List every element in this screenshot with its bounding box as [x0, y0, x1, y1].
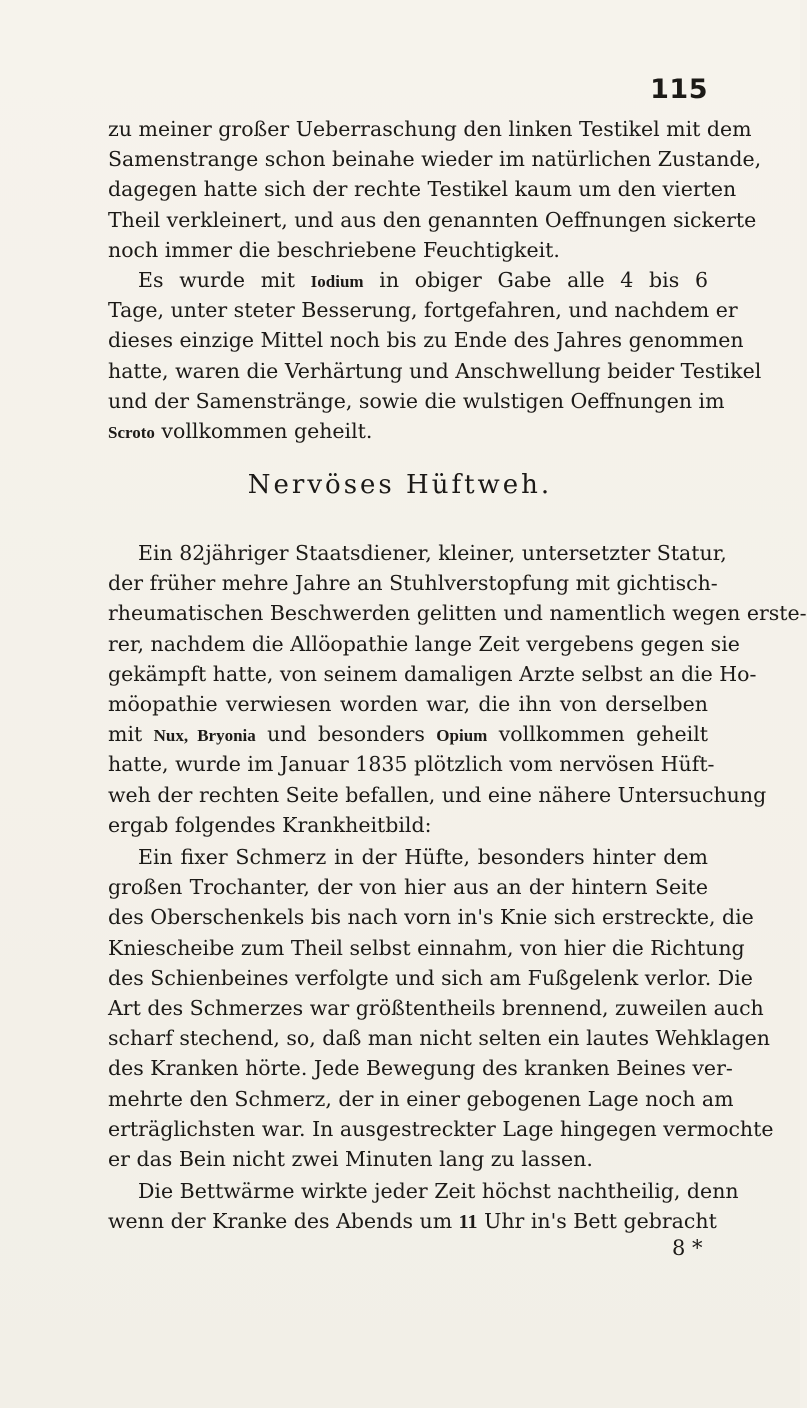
text-line: [108, 265, 708, 295]
text-line: erträglichsten war. In ausgestreckter Lage hingegen vermochte: [108, 1116, 774, 1141]
catchword: 8 *: [672, 1236, 703, 1260]
text-run: Uhr in's Bett gebracht: [477, 1209, 717, 1234]
text-line: rer, nachdem die Allöopathie lange Zeit vergebens gegen sie: [108, 631, 740, 656]
text-line: noch immer die beschriebene Feuchtigkeit.: [108, 237, 560, 262]
text-line: Ein 82jähriger Staatsdiener, kleiner, untersetzter Statur,: [138, 541, 727, 565]
latin-term: Scroto: [108, 422, 155, 442]
text-line: großen Trochanter, der von hier aus an der hintern Seite: [108, 875, 708, 900]
text-run: wenn der Kranke des Abends um: [108, 1209, 459, 1234]
text-line: Tage, unter steter Besserung, fortgefahren, und nachdem er: [108, 298, 738, 323]
section-heading: Nervöses Hüftweh.: [247, 470, 553, 500]
text-run: Es wurde mit: [138, 268, 311, 292]
text-line: [108, 1206, 717, 1236]
paragraph-bed-warmth: [108, 1176, 739, 1236]
text-run: vollkommen geheilt.: [154, 418, 373, 443]
paragraph-continuation: [108, 114, 762, 265]
latin-term: Iodium: [310, 272, 364, 291]
text-line: Die Bettwärme wirkte jeder Zeit höchst nachtheilig, denn: [138, 1179, 739, 1203]
text-line: zu meiner großer Ueberraschung den linken Testikel mit dem: [108, 117, 752, 141]
text-line: hatte, waren die Verhärtung und Anschwellung beider Testikel: [108, 358, 762, 383]
text-line: Theil verkleinert, und aus den genannten Oeffnungen sickerte: [108, 207, 757, 232]
text-line: dagegen hatte sich der rechte Testikel kaum um den vierten: [108, 177, 737, 202]
text-line: [108, 719, 708, 749]
paragraph-iodium: [108, 265, 762, 446]
text-line: möopathie verwiesen worden war, die ihn von derselben: [108, 691, 708, 716]
text-run: in obiger Gabe alle 4 bis 6: [363, 268, 708, 292]
hour-number: 11: [458, 1211, 478, 1234]
text-run: und besonders: [255, 722, 437, 747]
text-line: Kniescheibe zum Theil selbst einnahm, von hier die Richtung: [108, 935, 745, 960]
text-line: scharf stechend, so, daß man nicht selten ein lautes Wehklagen: [108, 1026, 770, 1051]
text-line: der früher mehre Jahre an Stuhlverstopfung mit gichtisch-: [108, 571, 718, 596]
text-line: des Schienbeines verfolgte und sich am Fußgelenk verlor. Die: [108, 965, 753, 990]
text-line: hatte, wurde im Januar 1835 plötzlich vom nervösen Hüft-: [108, 752, 715, 777]
text-line: Ein fixer Schmerz in der Hüfte, besonders hinter dem: [138, 845, 708, 869]
text-line: des Oberschenkels bis nach vorn in's Knie sich erstreckte, die: [108, 905, 754, 930]
text-line: ergab folgendes Krankheitbild:: [108, 812, 432, 837]
text-run: vollkommen geheilt: [487, 722, 709, 747]
text-line: [108, 416, 708, 446]
text-line: gekämpft hatte, von seinem damaligen Arzte selbst an die Ho-: [108, 661, 757, 686]
text-line: weh der rechten Seite befallen, und eine nähere Untersuchung: [108, 782, 767, 807]
text-line: dieses einzige Mittel noch bis zu Ende des Jahres genommen: [108, 328, 744, 353]
text-run: mit: [108, 722, 154, 747]
text-line: mehrte den Schmerz, der in einer gebogenen Lage noch am: [108, 1086, 734, 1111]
text-line: er das Bein nicht zwei Minuten lang zu lassen.: [108, 1146, 593, 1171]
page-number: 115: [650, 74, 708, 105]
text-line: Samenstrange schon beinahe wieder im natürlichen Zustande,: [108, 147, 762, 172]
paragraph-symptoms: [108, 842, 774, 1174]
latin-term: Opium: [436, 726, 488, 746]
text-line: und der Samenstränge, sowie die wulstigen Oeffnungen im: [108, 388, 725, 413]
text-line: rheumatischen Beschwerden gelitten und namentlich wegen erste-: [108, 601, 807, 626]
text-line: des Kranken hörte. Jede Bewegung des kranken Beines ver-: [108, 1056, 733, 1081]
paragraph-case: [108, 538, 807, 840]
latin-term: Nux, Bryonia: [153, 726, 256, 746]
text-line: Art des Schmerzes war größtentheils brennend, zuweilen auch: [108, 995, 764, 1020]
